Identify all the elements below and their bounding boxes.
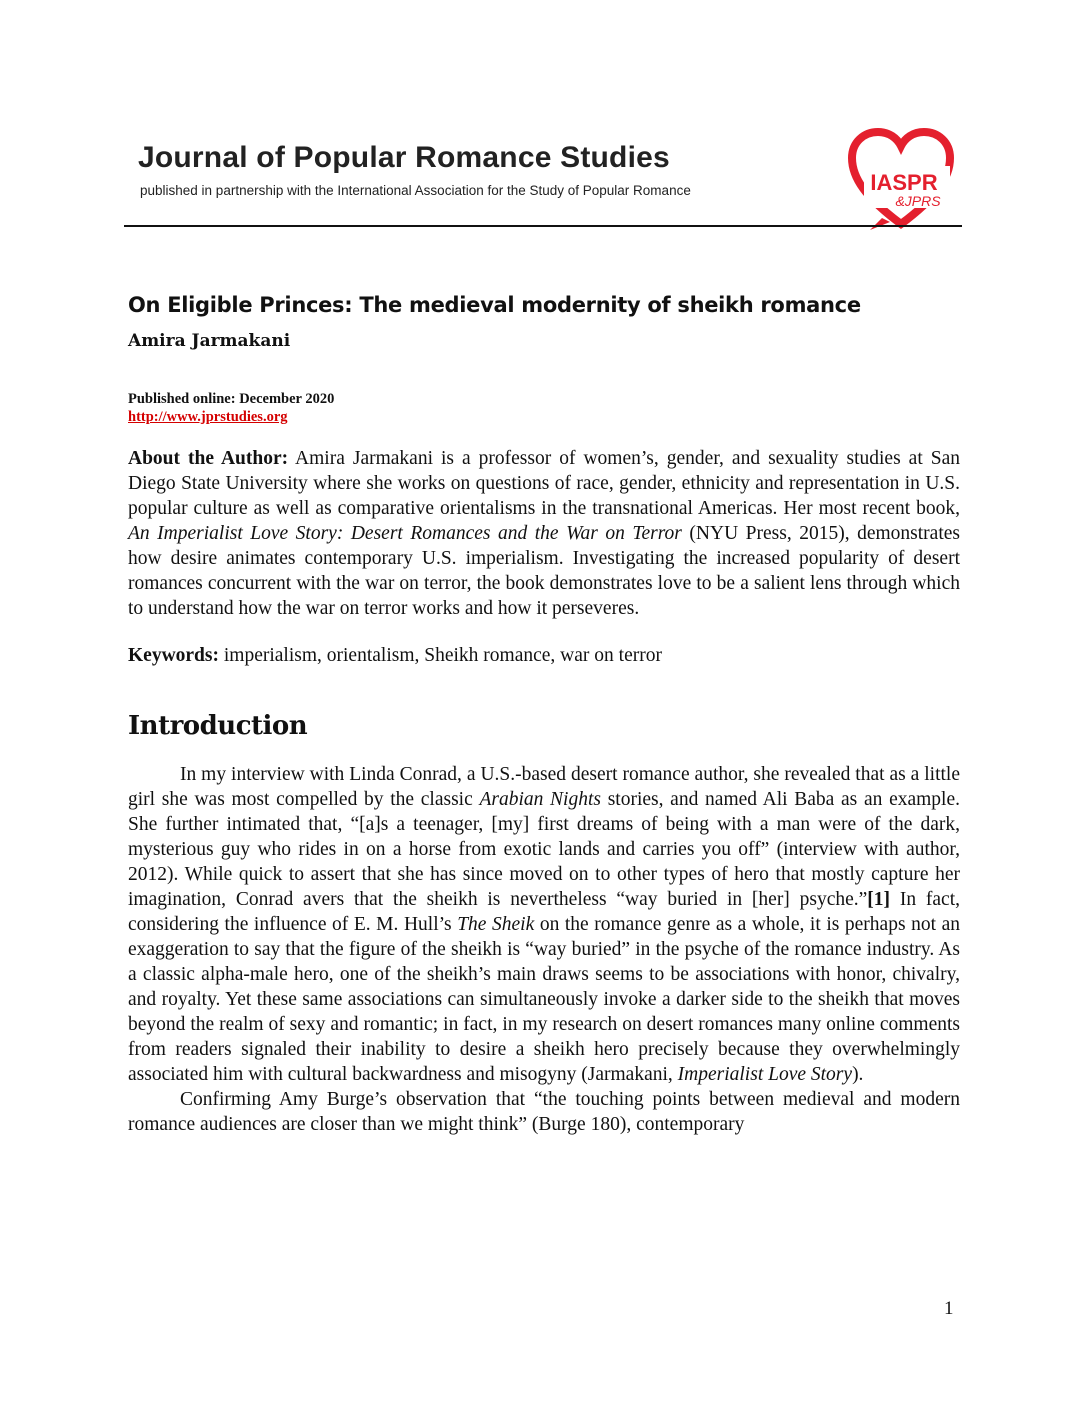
paragraph-2: Confirming Amy Burge’s observation that “the touching points between medieval and modern romance audiences are closer than we might think” (Burge 180), contemporary (128, 1089, 960, 1135)
p1-text-h: ). (852, 1064, 864, 1085)
publication-info (128, 390, 960, 426)
p1-text-c: stories, and named Ali Baba as an example. She further intimated that, “[a]s a teenager, [my] first dreams of being with a man were of the dark, mysterious guy who rides in on a horse from exotic lands and carries you off” (interview with author, 2012). While quick to assert that she has since moved on to other types of hero that mostly capture her imagination, Conrad avers that the sheikh is nevertheless “way buried in [her] psyche.” (128, 789, 960, 910)
iaspr-logo (846, 126, 956, 232)
about-the-author (128, 446, 960, 621)
article-content (128, 288, 960, 1137)
journal-url-link[interactable]: http://www.jprstudies.org (128, 409, 288, 425)
about-text-1: Amira Jarmakani is a professor of women’s, gender, and sexuality studies at San Diego State University where she works on questions of race, gender, ethnicity and representation in U.S. popular culture as well as comparative orientalisms in the transnational Americas. Her most recent book, (128, 448, 960, 519)
about-label: About the Author: (128, 448, 289, 469)
p1-text-d: In fact, considering the influence of E. M. Hull’s (128, 889, 960, 935)
book-title: An Imperialist Love Story: Desert Romances and the War on Terror (128, 523, 682, 544)
journal-title: Journal of Popular Romance Studies (138, 141, 670, 174)
published-date: Published online: December 2020 (128, 391, 335, 407)
introduction-body (128, 762, 960, 1137)
p1-text-f: on the romance genre as a whole, it is perhaps not an exaggeration to say that the figure of the sheikh is “way buried” in the psyche of the romance industry. As a classic alpha-male hero, one of the sheikh’s main draws seems to be associations with honor, chivalry, and royalty. Yet these same associations can simultaneously invoke a darker side to the sheikh that moves beyond the realm of sexy and romantic; in fact, in my research on desert romances many online comments from readers signaled their inability to desire a sheikh hero precisely because they overwhelmingly associated him with cultural backwardness and misogyny (Jarmakani, (128, 914, 960, 1085)
page-number: 1 (944, 1298, 954, 1319)
journal-subtitle: published in partnership with the International Association for the Study of Popular Romance (140, 183, 691, 198)
logo-text-main: IASPR (870, 170, 938, 195)
logo-text-sub: &JPRS (895, 193, 941, 209)
article-author: Amira Jarmakani (128, 331, 291, 351)
article-title: On Eligible Princes: The medieval modernity of sheikh romance (128, 293, 861, 317)
keywords (128, 643, 960, 668)
paragraph-1 (128, 762, 960, 1087)
keywords-text: imperialism, orientalism, Sheikh romance, war on terror (219, 645, 662, 666)
about-text-2: (NYU Press, 2015), demonstrates how desire animates contemporary U.S. imperialism. Investigating the increased popularity of desert romances concurrent with the war on terror, the book demonstrates love to be a salient lens through which to understand how the war on terror works and how it perseveres. (128, 523, 960, 619)
section-heading-introduction: Introduction (128, 711, 308, 741)
header-rule (124, 225, 962, 227)
keywords-label: Keywords: (128, 645, 219, 666)
footnote-link[interactable]: [1] (867, 889, 891, 910)
masthead (138, 138, 858, 200)
p1-text-a: In my interview with Linda Conrad, a U.S.-based desert romance author, she revealed that as a little girl she was most compelled by the classic (128, 764, 960, 810)
p1-italic-arabian-nights: Arabian Nights (479, 789, 601, 810)
p1-italic-the-sheik: The Sheik (457, 914, 535, 935)
p1-italic-imperialist-love-story: Imperialist Love Story (677, 1064, 853, 1085)
